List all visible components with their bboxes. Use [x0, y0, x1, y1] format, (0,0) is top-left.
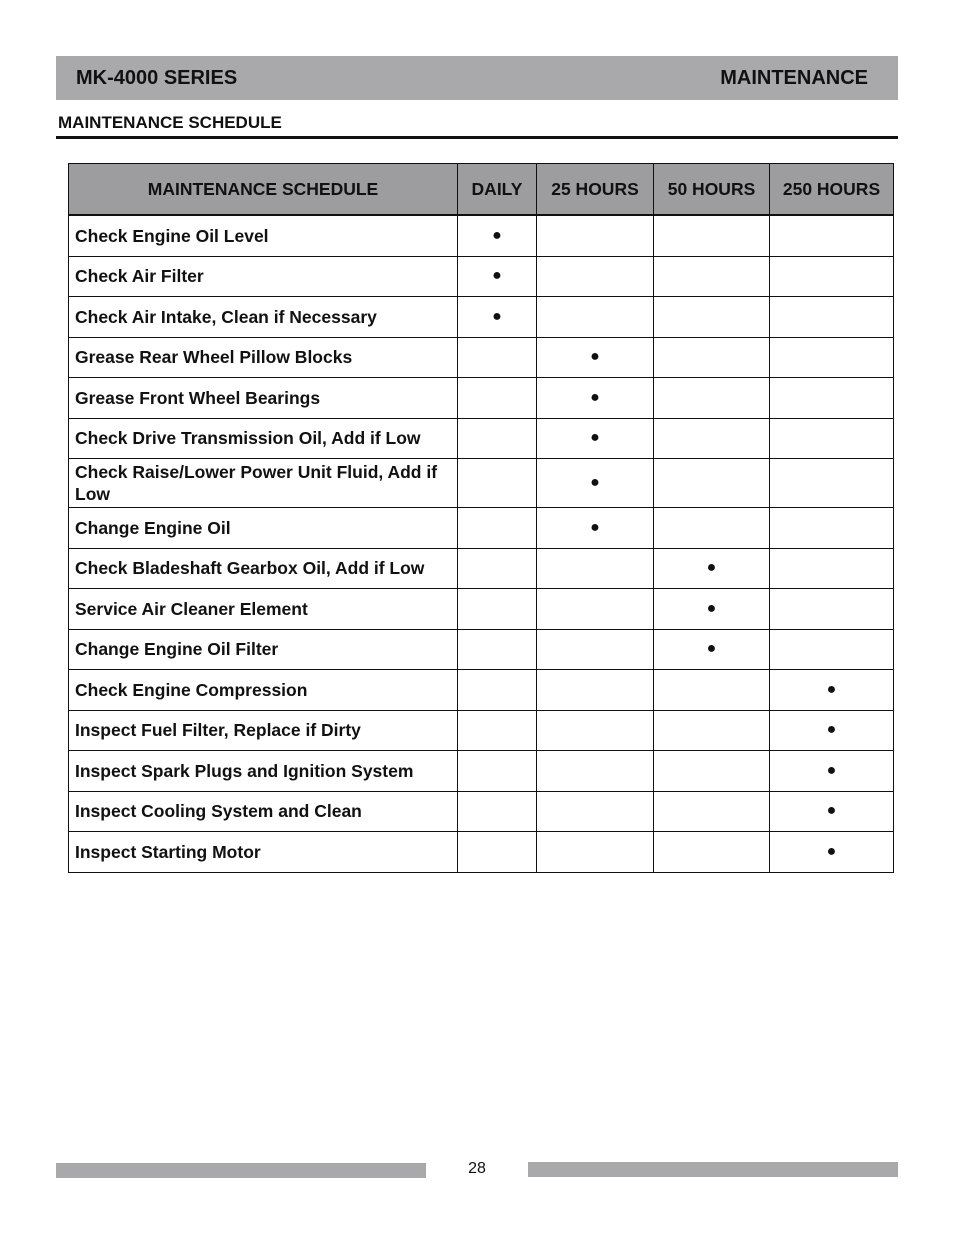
task-cell: Change Engine Oil Filter — [69, 629, 458, 670]
interval-cell — [537, 418, 654, 459]
table-row — [69, 418, 894, 459]
interval-cell — [654, 670, 770, 711]
interval-cell — [770, 337, 894, 378]
bullet-mark-icon: ● — [826, 721, 837, 739]
table-row — [69, 670, 894, 711]
interval-cell — [537, 589, 654, 630]
interval-cell — [537, 751, 654, 792]
interval-cell — [770, 589, 894, 630]
column-header-50-hours: 50 HOURS — [654, 164, 770, 216]
column-header-250-hours: 250 HOURS — [770, 164, 894, 216]
interval-cell — [458, 710, 537, 751]
interval-cell — [770, 297, 894, 338]
interval-cell — [770, 459, 894, 508]
column-header-daily: DAILY — [458, 164, 537, 216]
bullet-mark-icon: ● — [590, 429, 600, 447]
table-row — [69, 548, 894, 589]
section-title: MAINTENANCE SCHEDULE — [58, 113, 282, 132]
interval-cell — [770, 751, 894, 792]
table-body — [69, 215, 894, 872]
column-header-25-hours: 25 HOURS — [537, 164, 654, 216]
interval-cell — [654, 459, 770, 508]
task-cell: Check Bladeshaft Gearbox Oil, Add if Low — [69, 548, 458, 589]
task-cell: Inspect Spark Plugs and Ignition System — [69, 751, 458, 792]
interval-cell — [458, 337, 537, 378]
column-header-task: MAINTENANCE SCHEDULE — [69, 164, 458, 216]
interval-cell — [654, 256, 770, 297]
bullet-mark-icon: ● — [590, 388, 600, 406]
table-row — [69, 710, 894, 751]
interval-cell — [537, 337, 654, 378]
page-number: 28 — [468, 1160, 486, 1177]
task-cell: Check Raise/Lower Power Unit Fluid, Add if Low — [69, 459, 458, 508]
table-row — [69, 832, 894, 873]
table-row — [69, 256, 894, 297]
bullet-mark-icon: ● — [590, 518, 600, 536]
interval-cell — [537, 670, 654, 711]
interval-cell — [537, 629, 654, 670]
interval-cell — [537, 710, 654, 751]
table-row — [69, 459, 894, 508]
interval-cell — [770, 256, 894, 297]
bullet-mark-icon: ● — [706, 640, 717, 658]
bullet-mark-icon: ● — [826, 680, 837, 698]
task-cell: Check Engine Oil Level — [69, 215, 458, 256]
footer-bar-right — [528, 1162, 898, 1177]
interval-cell — [537, 791, 654, 832]
interval-cell — [654, 589, 770, 630]
interval-cell — [654, 548, 770, 589]
table-header-row — [69, 164, 894, 216]
interval-cell — [458, 751, 537, 792]
interval-cell — [537, 378, 654, 419]
task-cell: Check Air Filter — [69, 256, 458, 297]
task-cell: Check Air Intake, Clean if Necessary — [69, 297, 458, 338]
interval-cell — [654, 297, 770, 338]
task-cell: Inspect Cooling System and Clean — [69, 791, 458, 832]
interval-cell — [458, 629, 537, 670]
interval-cell — [654, 215, 770, 256]
footer-bar-left — [56, 1163, 426, 1178]
interval-cell — [654, 508, 770, 549]
interval-cell — [458, 378, 537, 419]
interval-cell — [458, 418, 537, 459]
interval-cell — [537, 297, 654, 338]
interval-cell — [458, 589, 537, 630]
interval-cell — [770, 508, 894, 549]
interval-cell — [458, 791, 537, 832]
interval-cell — [654, 337, 770, 378]
interval-cell — [537, 256, 654, 297]
maintenance-schedule-table — [68, 163, 894, 873]
section-divider — [56, 136, 898, 139]
table-row — [69, 629, 894, 670]
interval-cell — [458, 215, 537, 256]
interval-cell — [537, 832, 654, 873]
task-cell: Service Air Cleaner Element — [69, 589, 458, 630]
interval-cell — [654, 710, 770, 751]
task-cell: Grease Front Wheel Bearings — [69, 378, 458, 419]
table-row — [69, 508, 894, 549]
table-row — [69, 589, 894, 630]
task-cell: Change Engine Oil — [69, 508, 458, 549]
interval-cell — [770, 710, 894, 751]
interval-cell — [770, 548, 894, 589]
task-cell: Check Drive Transmission Oil, Add if Low — [69, 418, 458, 459]
interval-cell — [654, 832, 770, 873]
interval-cell — [537, 508, 654, 549]
interval-cell — [654, 418, 770, 459]
series-title: MK-4000 SERIES — [76, 66, 238, 89]
interval-cell — [458, 548, 537, 589]
interval-cell — [770, 791, 894, 832]
interval-cell — [458, 508, 537, 549]
table-row — [69, 215, 894, 256]
table-row — [69, 337, 894, 378]
interval-cell — [537, 215, 654, 256]
bullet-mark-icon: ● — [590, 348, 600, 366]
bullet-mark-icon: ● — [492, 307, 502, 325]
interval-cell — [654, 378, 770, 419]
interval-cell — [770, 215, 894, 256]
interval-cell — [770, 832, 894, 873]
page-header-bar — [56, 56, 898, 100]
task-cell: Check Engine Compression — [69, 670, 458, 711]
interval-cell — [654, 751, 770, 792]
interval-cell — [458, 256, 537, 297]
table-row — [69, 378, 894, 419]
bullet-mark-icon: ● — [826, 802, 837, 820]
table-row — [69, 791, 894, 832]
bullet-mark-icon: ● — [706, 559, 717, 577]
table-row — [69, 751, 894, 792]
interval-cell — [458, 670, 537, 711]
bullet-mark-icon: ● — [826, 761, 837, 779]
table-row — [69, 297, 894, 338]
interval-cell — [458, 297, 537, 338]
interval-cell — [458, 459, 537, 508]
bullet-mark-icon: ● — [826, 842, 837, 860]
task-cell: Grease Rear Wheel Pillow Blocks — [69, 337, 458, 378]
interval-cell — [654, 629, 770, 670]
bullet-mark-icon: ● — [706, 599, 717, 617]
interval-cell — [537, 548, 654, 589]
interval-cell — [537, 459, 654, 508]
task-cell: Inspect Starting Motor — [69, 832, 458, 873]
interval-cell — [458, 832, 537, 873]
interval-cell — [770, 378, 894, 419]
chapter-title: MAINTENANCE — [720, 66, 868, 89]
bullet-mark-icon: ● — [590, 474, 600, 491]
interval-cell — [770, 670, 894, 711]
interval-cell — [770, 629, 894, 670]
interval-cell — [770, 418, 894, 459]
bullet-mark-icon: ● — [492, 226, 502, 244]
interval-cell — [654, 791, 770, 832]
task-cell: Inspect Fuel Filter, Replace if Dirty — [69, 710, 458, 751]
bullet-mark-icon: ● — [492, 267, 502, 285]
